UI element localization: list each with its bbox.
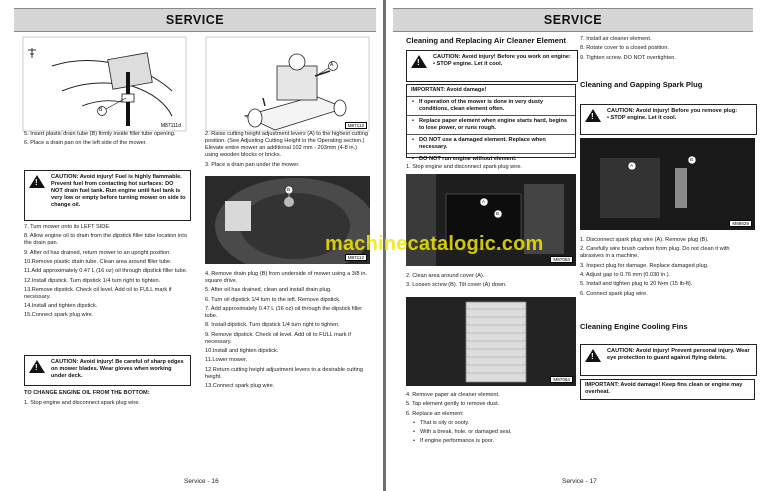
warning-icon: ! — [29, 175, 45, 188]
figure-id-tag: M87064 — [550, 376, 573, 383]
step-text: 13.Connect spark plug wire. — [205, 382, 275, 389]
warning-icon: ! — [585, 109, 601, 122]
figure-drain-tube — [22, 36, 187, 132]
step-text: 7. Add approximately 0.47 L (16 oz) oil through the dipstick filler tube. — [205, 305, 363, 320]
step-text: 5. Install and tighten plug to 20 N•m (15 lb-ft). — [580, 281, 693, 288]
caution-text: CAUTION: Avoid injury! Before you work on engine: • STOP engine. Let it cool. — [433, 54, 571, 67]
step-text: 7. Turn mower onto its LEFT SIDE. — [24, 224, 111, 230]
figure-id-tag: M87112 — [345, 254, 367, 261]
heading-air-cleaner: Cleaning and Replacing Air Cleaner Element — [406, 36, 567, 45]
step-text: 1. Stop engine and disconnect spark plug wire. — [406, 164, 522, 170]
step-text: 11.Add approximately 0.47 L (16 oz) oil through dipstick filler tube. — [24, 268, 188, 275]
step-text: 15.Connect spark plug wire. — [24, 312, 94, 319]
step-text: 10.Install and tighten dipstick. — [205, 347, 279, 354]
warning-icon: ! — [411, 55, 427, 68]
figure-callout-a: A — [630, 163, 634, 168]
right-col1-steps-mid — [406, 273, 576, 292]
figure-id-tag: M87111d — [160, 123, 181, 129]
important-item: • If operation of the mower is done in very dusty conditions, clean element often. — [411, 99, 571, 113]
step-text: 6. Place a drain pan on the left side of the mower. — [24, 140, 147, 147]
warning-icon: ! — [29, 360, 45, 373]
step-text: 10.Remove plastic drain tube. Clean area around filler tube. — [24, 258, 172, 265]
page-number-footer: Service - 16 — [184, 478, 219, 485]
step-text: 9. Remove dipstick. Check oil level. Add oil to FULL mark if necessary. — [205, 331, 351, 345]
figure-id-tag: M87113 — [345, 122, 367, 129]
step-text: 5. Insert plastic drain tube (B) firmly inside filler tube opening. — [24, 131, 176, 137]
important-title: IMPORTANT: Avoid damage! — [411, 87, 487, 93]
figure-id-tag: M88629 — [729, 220, 752, 227]
step-text: 3. Inspect plug for damage. Replace damaged plug. — [580, 262, 709, 269]
left-col2-steps-top — [205, 131, 370, 171]
figure-callout-b: B — [287, 187, 291, 192]
left-col-steps-mid — [24, 224, 189, 322]
step-text: 2. Raise cutting height adjustment levers (A) to the highest cutting position. (See Adjusting Cutting Height in the Operating section.) Elevate entire mower an additional 102 mm - 203mm (4-8 in.) using wooden blocks or bricks. — [205, 131, 368, 159]
watermark-text: machinecatalogic.com — [325, 233, 544, 255]
step-text: 5. Tap element gently to remove dust. — [406, 401, 500, 408]
list-item: • If engine performance is poor. — [412, 438, 576, 445]
step-text: 5. After oil has drained, clean and install drain plug. — [205, 287, 332, 294]
step-text: 11.Lower mower. — [205, 357, 248, 364]
left-col2-steps-bottom — [205, 271, 370, 392]
left-col-steps-top — [24, 131, 189, 150]
step-text: 8. Rotate cover to a closed position. — [580, 45, 669, 52]
step-text: 3. Place a drain pan under the mower. — [205, 161, 300, 168]
step-text: 6. Replace an element: — [406, 410, 464, 417]
right-page-header: SERVICE — [393, 8, 753, 32]
step-text: 1. Disconnect spark plug wire (A). Remove plug (B). — [580, 237, 709, 243]
step-text: 9. After oil has drained, return mower to an upright position. — [24, 249, 171, 256]
step-text: 4. Remove paper air cleaner element. — [406, 392, 500, 398]
caution-box-fuel — [24, 170, 191, 221]
important-item: • DO NOT use a damaged element. Replace when necessary. — [411, 137, 571, 151]
step-text: 14.Install and tighten dipstick. — [24, 303, 98, 310]
important-box-air-cleaner — [406, 84, 576, 162]
step-text: 2. Carefully wire brush carbon from plug. Do not clean it with abrasives in a machine. — [580, 246, 730, 260]
caution-title: CAUTION: Avoid injury! Before you remove plug: — [607, 108, 738, 114]
heading-cooling-fins: Cleaning Engine Cooling Fins — [580, 322, 688, 331]
right-col2-steps-top — [580, 36, 755, 64]
photo-spark-plug — [580, 138, 755, 230]
step-text: 4. Adjust gap to 0.76 mm (0.030 in.). — [580, 271, 671, 278]
step-text: 4. Remove drain plug (B) from underside of mower using a 3/8 in. square drive. — [205, 271, 367, 285]
step-text: 13.Remove dipstick. Check oil level. Add oil to FULL mark if necessary. — [24, 286, 172, 300]
important-item: • DO NOT run engine without element. — [411, 156, 571, 163]
caution-box-air-cleaner — [406, 50, 578, 82]
step-text: 12.Return cutting height adjustment levers to a desirable cutting height. — [205, 366, 363, 380]
subheading-bottom-oil: TO CHANGE ENGINE OIL FROM THE BOTTOM: — [24, 390, 150, 396]
caution-box-blades — [24, 355, 191, 386]
step-text: 9. Tighten screw. DO NOT overtighten. — [580, 54, 676, 61]
step-text: 8. Allow engine oil to drain from the dipstick filler tube location into the drain pan. — [24, 233, 187, 247]
step-text: 6. Connect spark plug wire. — [580, 290, 648, 297]
step-text: 3. Loosen screw (B). Tilt cover (A) down. — [406, 282, 507, 289]
figure-mower-levers — [205, 36, 370, 132]
page-number-footer: Service - 17 — [562, 478, 597, 485]
list-item: • That is oily or sooty. — [412, 420, 576, 427]
figure-callout-a: A — [482, 199, 486, 204]
figure-callout-a: A — [330, 62, 334, 68]
important-item: • Replace paper element when engine starts hard, begins to lose power, or runs rough. — [411, 118, 571, 132]
figure-callout-b: B — [690, 157, 694, 162]
caution-text: CAUTION: Avoid injury! Be careful of sharp edges on mower blades. Wear gloves when working under deck. — [51, 359, 184, 379]
step-text: 1. Stop engine and disconnect spark plug wire. — [24, 400, 140, 406]
caution-box-cooling-fins — [580, 344, 757, 376]
step-text: 8. Install dipstick. Turn dipstick 1/4 turn right to tighten. — [205, 322, 340, 329]
list-item: • With a break, hole, or damaged seal. — [412, 429, 576, 436]
warning-icon: ! — [585, 349, 601, 362]
caution-title: CAUTION: Avoid injury! Before you work on engine: — [433, 54, 571, 60]
important-box-cooling-fins: IMPORTANT: Avoid damage! Keep fins clean or engine may overheat. — [580, 379, 755, 400]
figure-callout-b: B — [99, 107, 103, 113]
caution-item: STOP engine. Let it cool. — [436, 61, 503, 67]
step-text: 6. Turn oil dipstick 1/4 turn to the left. Remove dipstick. — [205, 296, 341, 303]
left-page-header: SERVICE — [14, 8, 376, 32]
photo-air-filter-element — [406, 297, 576, 386]
step-text: 12.Install dipstick. Turn dipstick 1/4 turn right to tighten. — [24, 277, 161, 284]
figure-id-tag: M87063 — [550, 256, 573, 263]
heading-spark-plug: Cleaning and Gapping Spark Plug — [580, 80, 703, 89]
spark-plug-steps — [580, 237, 755, 300]
caution-text: CAUTION: Avoid injury! Before you remove plug: • STOP engine. Let it cool. — [607, 108, 738, 121]
caution-text: CAUTION: Avoid injury! Fuel is highly flammable. Prevent fuel from contacting hot surfaces: DO NOT drain fuel tank. Run engine until fuel tank is very low or empty before turning mower on side to change oil. — [51, 174, 186, 208]
step-text: 7. Install air cleaner element. — [580, 36, 652, 42]
figure-callout-b: B — [496, 211, 500, 216]
step-text: 2. Clean area around cover (A). — [406, 273, 485, 279]
caution-text: CAUTION: Avoid injury! Prevent personal injury. Wear eye protection to guard against flying debris. — [607, 348, 750, 361]
caution-item: STOP engine. Let it cool. — [610, 115, 677, 121]
right-col1-steps-low — [406, 392, 576, 448]
caution-box-spark-plug — [580, 104, 757, 135]
